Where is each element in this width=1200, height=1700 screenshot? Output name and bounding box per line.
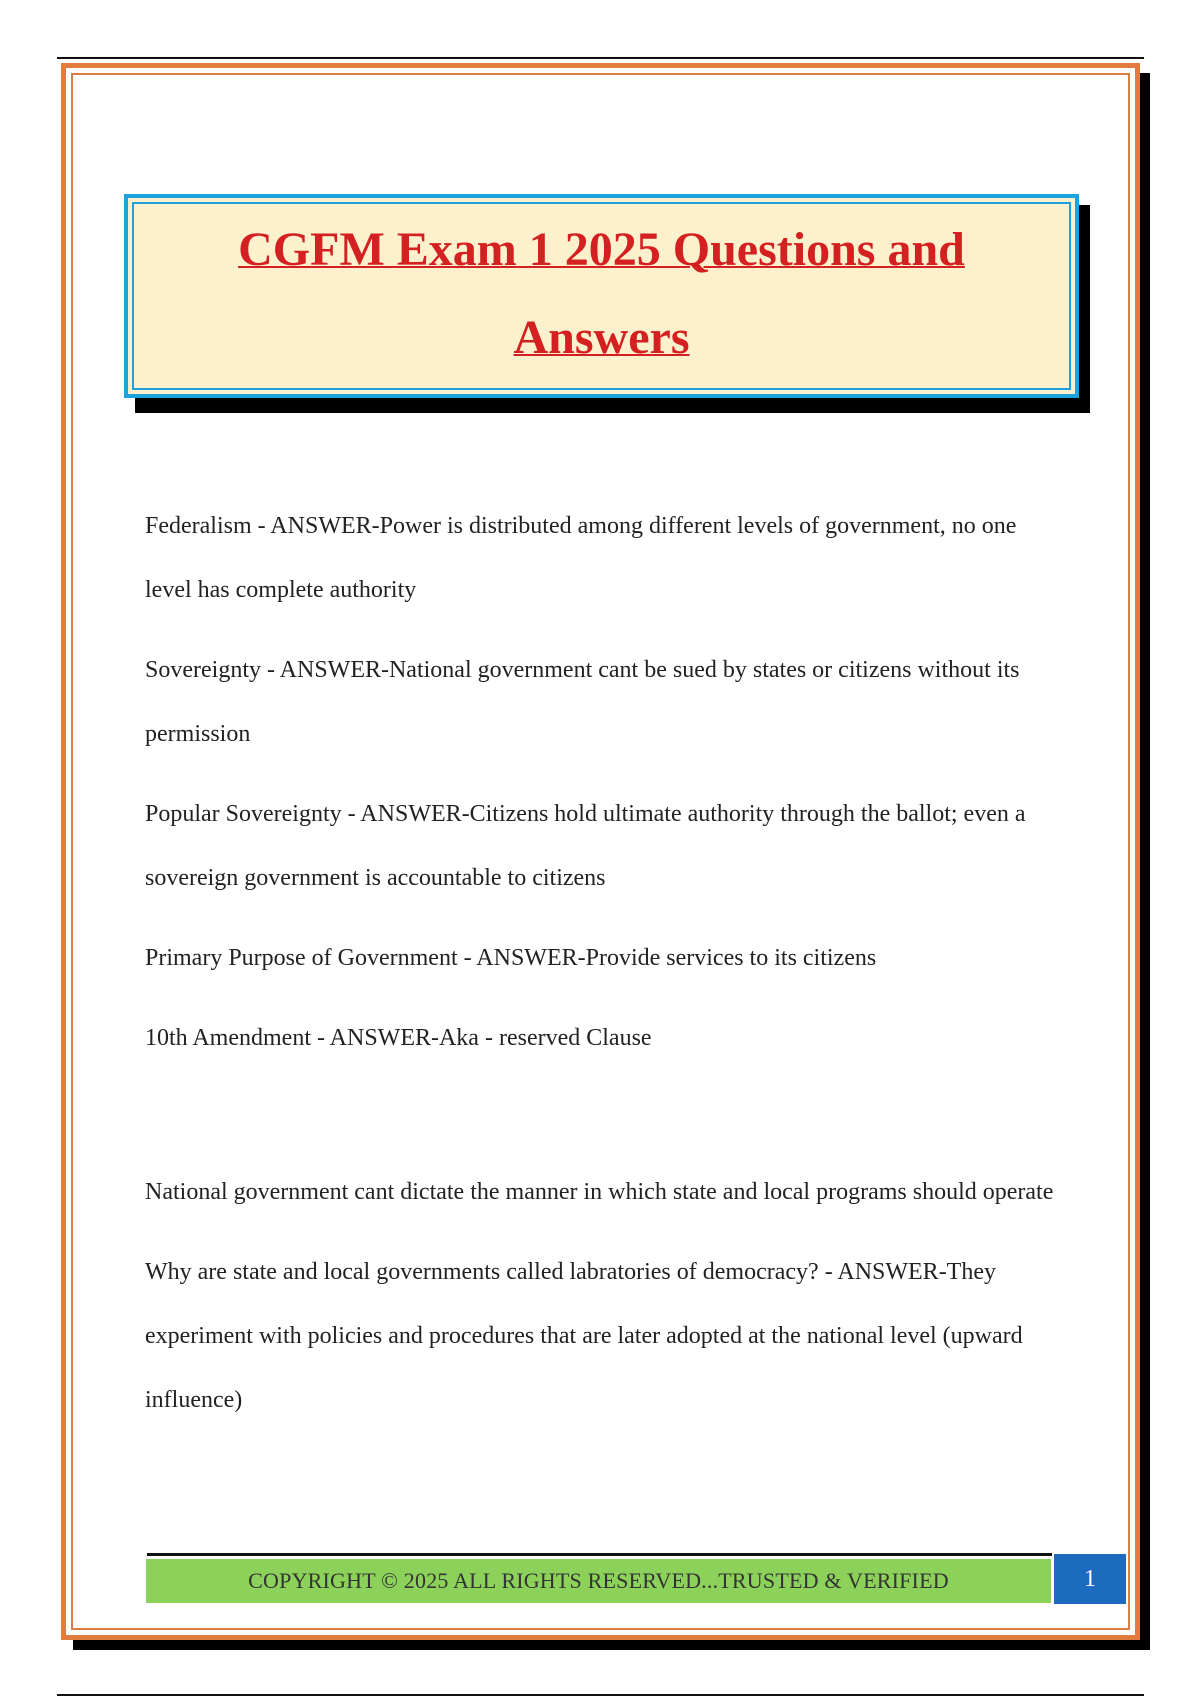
title-box [124,194,1079,398]
qa-item-popular-sovereignty: Popular Sovereignty - ANSWER-Citizens hold ultimate authority through the ballot; even a sovereign government is accountable to citizens [145,801,1026,891]
title-line-2: Answers [513,311,690,364]
qa-item-national-government: National government cant dictate the manner in which state and local programs should operate [145,1179,1054,1205]
document-title [128,198,1075,382]
bottom-rule [57,1694,1144,1696]
top-rule [57,57,1144,59]
qa-item-sovereignty: Sovereignty - ANSWER-National government cant be sued by states or citizens without its permission [145,657,1020,747]
qa-item-federalism: Federalism - ANSWER-Power is distributed among different levels of government, no one level has complete authority [145,513,1017,603]
footer-rule [147,1553,1052,1556]
qa-content [145,494,1065,1448]
qa-item-labratories-of-democracy: Why are state and local governments called labratories of democracy? - ANSWER-They experiment with policies and procedures that are later adopted at the national level (upward influence) [145,1259,1023,1413]
qa-item-primary-purpose: Primary Purpose of Government - ANSWER-Provide services to its citizens [145,945,877,971]
footer-copyright-bar [146,1559,1051,1603]
title-line-1: CGFM Exam 1 2025 Questions and [238,223,965,276]
page-number-badge [1054,1554,1126,1604]
footer-copyright-text: COPYRIGHT © 2025 ALL RIGHTS RESERVED...TRUSTED & VERIFIED [248,1568,949,1593]
qa-item-10th-amendment: 10th Amendment - ANSWER-Aka - reserved Clause [145,1025,652,1051]
page-number: 1 [1084,1565,1096,1592]
